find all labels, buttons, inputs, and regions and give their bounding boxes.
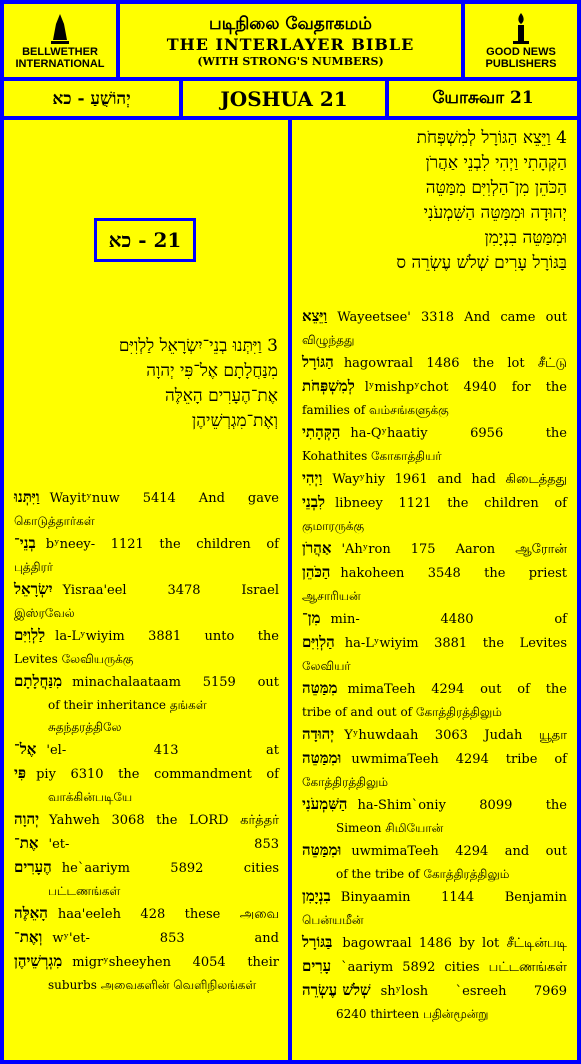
word-gloss: Yahweh 3068 the LORD கர்த்தர் <box>49 813 279 828</box>
word-entry <box>302 491 567 537</box>
word-gloss: shʸlosh `esreeh 7969 <box>380 984 567 999</box>
hebrew-word: בַּגּוֹרָל <box>302 933 333 951</box>
right-verse-hebrew <box>302 126 567 276</box>
verse-line: בַּגּוֹרָל עָרִים שְׁלֹשׁ עֶשְׂרֵה ס <box>396 253 567 273</box>
word-entry <box>302 631 567 677</box>
word-entry <box>302 839 567 885</box>
verse-line: הַכֹּהֵן מִן־הַלְוִיִּם מִמַּטֵּה <box>425 178 567 198</box>
word-entry <box>14 486 279 532</box>
word-gloss: Yʸhuwdaah 3063 Judah யூதா <box>344 728 567 743</box>
hebrew-word: וַיְהִי <box>302 469 323 487</box>
hebrew-word: הֶעָרִים <box>14 858 52 876</box>
word-entry <box>302 955 567 979</box>
tamil-book-label <box>389 81 577 116</box>
hebrew-word: מִמַּטֵּה <box>302 679 338 697</box>
word-gloss: hagowraal 1486 the lot சீட்டு <box>343 356 567 371</box>
word-gloss-continuation: கொடுத்தார்கள் <box>14 514 95 528</box>
hebrew-book-label <box>4 81 179 116</box>
hebrew-word: וּמִמַּטֵּה <box>302 749 342 767</box>
word-entry <box>302 305 567 351</box>
hebrew-word: הַלְוִיִּם <box>302 633 335 651</box>
word-gloss: bagowraal 1486 by lot சீட்டின்படி <box>342 936 567 951</box>
word-entry <box>302 979 567 1025</box>
right-logo-line2: PUBLISHERS <box>485 57 557 70</box>
word-entry <box>302 537 567 561</box>
word-gloss-continuation: இஸ்ரவேல் <box>14 606 75 620</box>
left-column <box>4 120 288 1060</box>
word-gloss-continuation: கோத்திரத்திலும் <box>302 775 388 789</box>
word-gloss-continuation: of the tribe of கோத்திரத்திலும் <box>336 867 510 881</box>
word-entry <box>302 467 567 491</box>
right-column <box>292 120 577 1060</box>
word-gloss-continuation: Levites லேவியருக்கு <box>14 652 134 666</box>
word-entry <box>302 375 567 421</box>
hebrew-word: אַהֲרֹן <box>302 539 332 557</box>
word-gloss: he`aariym 5892 cities <box>61 861 279 876</box>
hebrew-word: הָאֵלֶּה <box>14 904 48 922</box>
verse-line: 3 וַיִּתְּנוּ בְנֵי־יִשְׂרָאֵל לַלְוִיִּם <box>118 336 278 356</box>
word-gloss: Wayitʸnuw 5414 And gave <box>49 491 279 506</box>
word-gloss-continuation: families of வம்சங்களுக்கு <box>302 403 449 417</box>
right-word-list <box>302 305 567 1025</box>
word-entry <box>14 670 279 738</box>
word-gloss: 'et- 853 <box>48 837 279 852</box>
word-gloss: uwmimaTeeh 4294 tribe of <box>351 752 567 767</box>
word-gloss: min- 4480 of <box>330 612 567 627</box>
hebrew-word: בִנְיָמִן <box>302 887 331 905</box>
word-gloss: ha-Lʸwiyim 3881 the Levites <box>344 636 567 651</box>
word-gloss: Yisraa'eel 3478 Israel <box>62 583 279 598</box>
word-entry <box>14 926 279 950</box>
subtitle: (WITH STRONG'S NUMBERS) <box>197 54 384 68</box>
word-gloss-continuation: வாக்கின்படியே <box>48 790 133 804</box>
word-gloss-continuation: Simeon சிமியோன் <box>336 821 444 835</box>
chapter-box <box>94 218 196 262</box>
hebrew-word: מִן־ <box>302 609 321 627</box>
word-gloss: la-Lʸwiyim 3881 unto the <box>55 629 279 644</box>
word-gloss: wʸ'et- 853 and <box>52 931 279 946</box>
word-entry <box>302 793 567 839</box>
chapter-label: 21 - כא <box>108 227 182 252</box>
word-entry <box>14 624 279 670</box>
hebrew-word: וְאֶת־ <box>14 928 43 946</box>
verse-line: יְהוּדָה וּמִמַּטֵּה הַשִּׁמְעֹנִי <box>423 203 567 223</box>
word-gloss: Wayʸhiy 1961 and had கிடைத்தது <box>332 472 567 487</box>
hebrew-word: וַיֵּצֵא <box>302 307 328 325</box>
right-logo-line1: GOOD NEWS <box>486 45 556 58</box>
word-entry <box>302 747 567 793</box>
word-entry <box>302 561 567 607</box>
word-entry <box>14 762 279 808</box>
left-logo-line2: INTERNATIONAL <box>15 57 105 70</box>
hebrew-word: יְהוּדָה <box>302 725 335 743</box>
hebrew-word: עָרִים <box>302 957 332 975</box>
word-gloss: bʸneey- 1121 the children of <box>45 537 279 552</box>
word-gloss: minachalaataam 5159 out <box>72 675 279 690</box>
word-gloss: migrʸsheeyhen 4054 their <box>72 955 279 970</box>
hebrew-word: אֶל־ <box>14 740 37 758</box>
word-gloss-continuation: லேவியர் <box>302 659 351 673</box>
word-entry <box>302 421 567 467</box>
word-entry <box>14 856 279 902</box>
word-entry <box>302 351 567 375</box>
word-gloss: uwmimaTeeh 4294 and out <box>351 844 567 859</box>
word-gloss: mimaTeeh 4294 out of the <box>347 682 567 697</box>
word-gloss-continuation: tribe of and out of கோத்திரத்திலும் <box>302 705 502 719</box>
hebrew-word: יְהוָה <box>14 810 40 828</box>
word-gloss: Binyaamin 1144 Benjamin <box>340 890 567 905</box>
word-gloss: `aariym 5892 cities பட்டணங்கள் <box>341 960 567 975</box>
hebrew-word: וַיִּתְּנוּ <box>14 488 40 506</box>
verse-line: אֶת־הֶעָרִים הָאֵלֶּה <box>164 386 278 406</box>
hebrew-word: מִנַּחֲלָתָם <box>14 672 63 690</box>
word-gloss-continuation: புத்திரர் <box>14 560 54 574</box>
title-tamil: படிநிலை வேதாகமம் <box>209 13 372 34</box>
hebrew-word: אֶת־ <box>14 834 39 852</box>
left-verse-hebrew <box>18 334 278 434</box>
word-gloss-continuation: விழுந்தது <box>302 333 355 347</box>
left-logo-line1: BELLWETHER <box>22 45 98 58</box>
word-entry <box>14 532 279 578</box>
word-entry <box>302 607 567 631</box>
word-gloss: hakoheen 3548 the priest <box>340 566 567 581</box>
word-entry <box>14 902 279 926</box>
word-gloss: piy 6310 the commandment of <box>36 767 279 782</box>
hebrew-word: פִּי <box>14 764 27 782</box>
word-entry <box>14 832 279 856</box>
bellwether-logo <box>4 4 116 77</box>
hebrew-word: הַכֹּהֵן <box>302 563 331 581</box>
word-gloss: libneey 1121 the children of <box>335 496 567 511</box>
hebrew-word: וּמִמַּטֵּה <box>302 841 342 859</box>
tamil-book-text: யோசுவா 21 <box>432 87 534 108</box>
word-entry <box>302 885 567 931</box>
word-gloss-continuation: குமாரருக்கு <box>302 519 365 533</box>
hebrew-word: מִגְרְשֵׁיהֶן <box>14 952 63 970</box>
verse-line: וּמִמַּטֵּה בִנְיָמִן <box>484 228 567 248</box>
word-gloss-continuation: of their inheritance தங்கள் சுதந்தரத்திலே <box>48 698 207 734</box>
word-entry <box>14 578 279 624</box>
word-entry <box>14 808 279 832</box>
torch-icon <box>510 12 532 46</box>
hebrew-word: לִבְנֵי <box>302 493 326 511</box>
english-book-label <box>183 81 385 116</box>
verse-line: הַקְּהָתִי וַיְהִי לִבְנֵי אַהֲרֹן <box>425 153 567 173</box>
verse-line: מִנַּחֲלָתָם אֶל־פִּי יְהוָה <box>146 361 278 381</box>
english-book-text: JOSHUA 21 <box>220 86 348 111</box>
word-gloss-continuation: பட்டணங்கள் <box>48 884 121 898</box>
word-gloss-continuation: Kohathites கோகாத்தியர் <box>302 449 442 463</box>
word-gloss: 'el- 413 at <box>46 743 279 758</box>
hebrew-word: לְמִשְׁפְּחֹת <box>302 377 355 395</box>
bell-icon <box>50 12 70 46</box>
word-gloss-continuation: suburbs அவைகளின் வெளிநிலங்கள் <box>48 978 257 992</box>
hebrew-word: בְנֵי־ <box>14 534 36 552</box>
word-gloss: Wayeetsee' 3318 And came out <box>337 310 567 325</box>
word-entry <box>14 738 279 762</box>
title-english: THE INTERLAYER BIBLE <box>166 34 415 54</box>
word-entry <box>302 931 567 955</box>
hebrew-word: הַקְּהָתִי <box>302 423 341 441</box>
title-box <box>120 4 461 77</box>
hebrew-word: יִשְׂרָאֵל <box>14 580 53 598</box>
word-entry <box>14 950 279 996</box>
left-word-list <box>14 486 279 996</box>
hebrew-word: שְׁלֹשׁ עֶשְׂרֵה <box>302 981 371 999</box>
word-gloss: 'Ahʸron 175 Aaron ஆரோன் <box>341 542 567 557</box>
hebrew-book-text: יְהוֹשֻׁעַ - כא <box>52 88 131 109</box>
verse-line: 4 וַיֵּצֵא הַגּוֹרָל לְמִשְׁפְּחֹת <box>416 128 567 148</box>
word-gloss-continuation: பென்யமீன் <box>302 913 364 927</box>
word-gloss: ha-Shim`oniy 8099 the <box>357 798 567 813</box>
word-gloss-continuation: ஆசாரியன் <box>302 589 361 603</box>
word-entry <box>302 723 567 747</box>
hebrew-word: הַגּוֹרָל <box>302 353 334 371</box>
good-news-logo <box>465 4 577 77</box>
word-gloss: lʸmishpʸchot 4940 for the <box>364 380 567 395</box>
hebrew-word: הַשִּׁמְעֹנִי <box>302 795 348 813</box>
word-gloss-continuation: 6240 thirteen பதின்மூன்று <box>336 1007 489 1021</box>
verse-line: וְאֶת־מִגְרְשֵׁיהֶן <box>191 411 278 431</box>
hebrew-word: לַלְוִיִּם <box>14 626 46 644</box>
word-gloss: haa'eeleh 428 these அவை <box>57 907 279 922</box>
word-gloss: ha-Qʸhaatiy 6956 the <box>350 426 567 441</box>
word-entry <box>302 677 567 723</box>
